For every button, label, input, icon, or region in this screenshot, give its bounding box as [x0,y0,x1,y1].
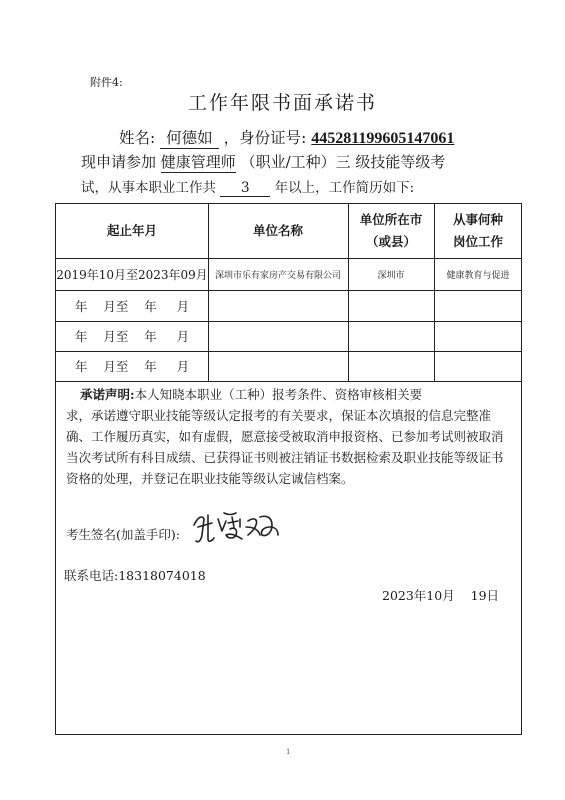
name-id-line [119,126,454,149]
experience-line [81,176,414,197]
table-row-1-period: 2019年10月至2023年09月 [56,267,208,282]
years-value: 3 [220,180,270,197]
apply-line [81,151,445,173]
header-period: 起止年月 [106,223,157,238]
table-row-2-period: 年 月至 年 月 [74,298,190,314]
id-number: 445281199605147061 [311,130,455,147]
contact-row [64,566,206,584]
header-position [434,204,522,258]
declaration-text-rest: 求，承诺遵守职业技能等级认定报考的有关要求，保证本次填报的信息完整准确、工作履历真实，如有虚假，愿意接受被取消申报资格、已参加考试则被取消当次考试所有科目成绩、已获得证书则被注销证书数据检索及职业技能等级证书资格的处理，并登记在职业技能等级认定诚信档案。 [66,408,504,486]
table-row-1-location: 深圳市 [377,270,405,281]
name-value: 何德如 [160,126,219,149]
table-row-1-position: 健康教育与促进 [446,270,510,281]
occupation-value: 健康管理师 [160,153,236,171]
attachment-label: 附件4: [90,76,123,89]
experience-suffix: 年以上，工作简历如下: [274,180,415,196]
header-position-line2: 岗位工作 [452,234,503,249]
table-divider [56,381,521,382]
handwritten-signature [188,505,288,547]
declaration-text-first: 本人知晓本职业（工种）报考条件、资格审核相关要 [134,387,423,402]
page-number: 1 [286,748,291,756]
table-row-1-employer: 深圳市乐有家房产交易有限公司 [214,270,341,281]
header-location-line2: （或县） [365,234,416,249]
apply-suffix: （职业/工种）三 级技能等级考 [240,153,446,171]
table-row-4-period: 年 月至 年 月 [74,359,190,374]
header-location [348,204,434,258]
declaration [66,384,511,489]
id-label: ，身份证号: [223,129,307,147]
experience-prefix: 试，从事本职业工作共 [81,180,216,196]
name-label: 姓名: [119,129,156,147]
phone-label: 联系电话: [64,568,119,583]
header-employer: 单位名称 [252,223,303,238]
phone-number: 18318074018 [118,568,206,583]
sign-date: 2023年10月 19日 [382,588,500,603]
declaration-label: 承诺声明: [80,387,135,402]
header-location-line1: 单位所在市 [359,212,423,227]
header-position-line1: 从事何种 [452,212,503,227]
signature-row [66,525,180,543]
table-row-3-period: 年 月至 年 月 [74,329,190,344]
apply-prefix: 现申请参加 [81,153,157,171]
signature-label: 考生签名(加盖手印): [66,527,180,542]
page-title: 工作年限书面承诺书 [187,92,377,114]
